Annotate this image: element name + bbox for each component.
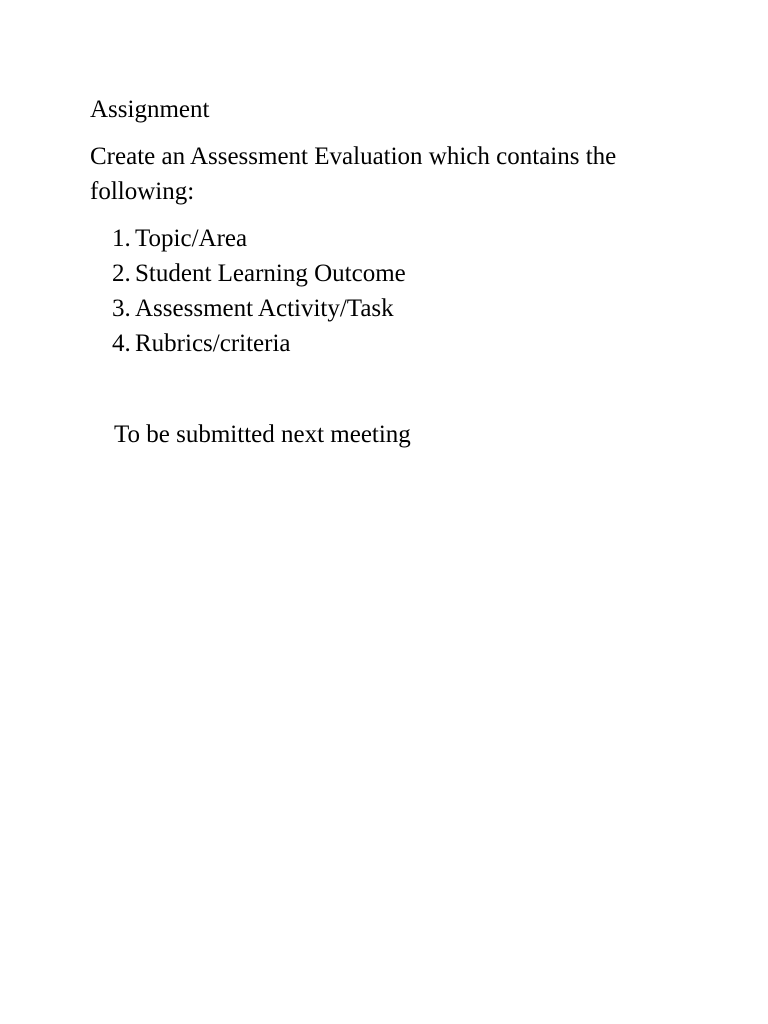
document-title: Assignment [90, 96, 210, 123]
list-item-number: 1. [112, 225, 131, 252]
list-item [112, 326, 406, 361]
instruction-text: Create an Assessment Evaluation which contains the following: [90, 143, 617, 205]
list-item-text: Rubrics/criteria [135, 330, 291, 357]
submission-note: To be submitted next meeting [114, 421, 411, 448]
list-item-text: Student Learning Outcome [135, 260, 406, 287]
list-item [112, 256, 406, 291]
list-item-text: Assessment Activity/Task [135, 295, 394, 322]
list-item-number: 4. [112, 330, 131, 357]
list-item-number: 2. [112, 260, 131, 287]
list-item-number: 3. [112, 295, 131, 322]
list-item-text: Topic/Area [135, 225, 248, 252]
list-item [112, 291, 406, 326]
requirements-list [112, 221, 406, 361]
list-item [112, 221, 406, 256]
